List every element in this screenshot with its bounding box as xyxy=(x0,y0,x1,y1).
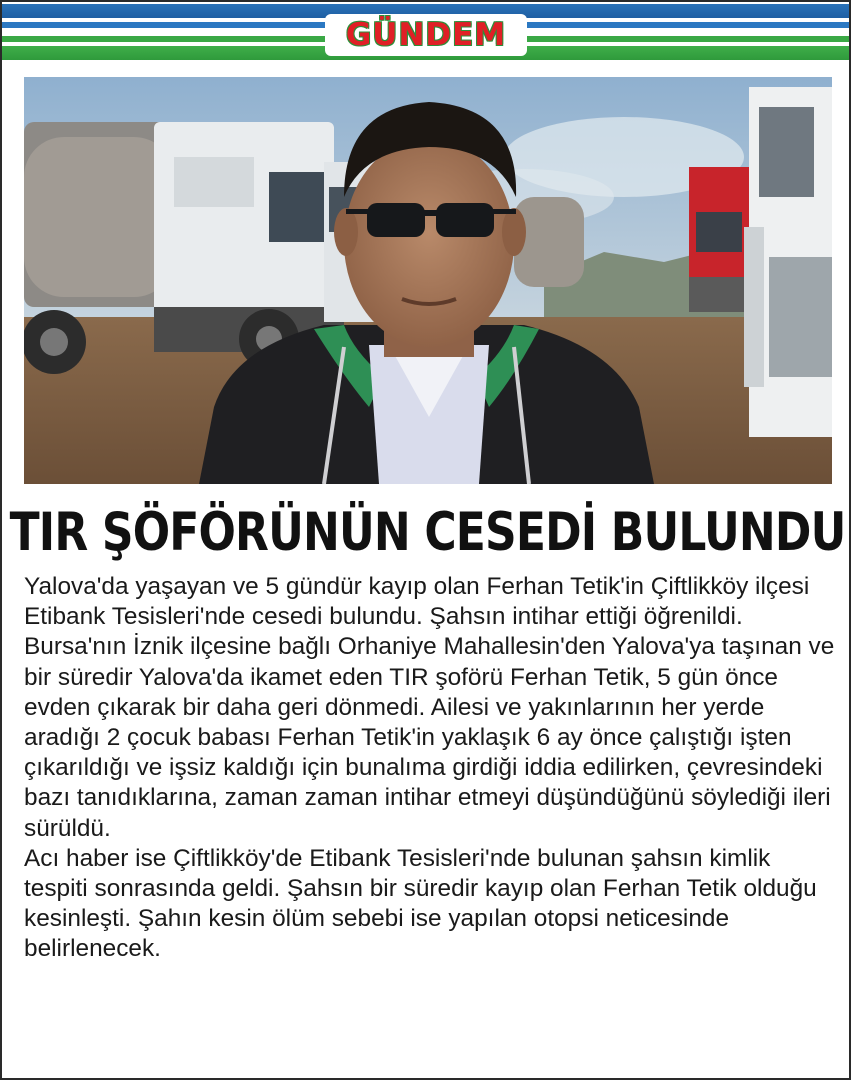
section-label-box xyxy=(325,14,527,56)
section-label: GÜNDEM xyxy=(345,17,507,53)
article-paragraph: Bursa'nın İznik ilçesine bağlı Orhaniye Mahallesin'den Yalova'ya taşınan ve bir süredir Yalova'da ikamet eden TIR şoförü Ferhan Tetik, 5 gün önce evden çıkarak bir daha geri dönmedi. Ailesi ve yakınlarının her yerde aradığı 2 çocuk babası Ferhan Tetik'in yaklaşık 6 ay önce çalıştığı işten çıkarıldığı ve işsiz kaldığı için bunalıma girdiği iddia edilirken, çevresindeki bazı tanıdıklarına, zaman zaman intihar etmeyi düşündüğünü söylediği ileri sürüldü. xyxy=(24,633,835,842)
article-paragraph: Yalova'da yaşayan ve 5 gündür kayıp olan Ferhan Tetik'in Çiftlikköy ilçesi Etibank Tesisleri'nde cesedi bulundu. Şahsın intihar ettiği öğrenildi. xyxy=(24,573,810,631)
photo-illustration xyxy=(24,77,832,484)
article-body xyxy=(24,572,836,965)
news-photo xyxy=(24,77,832,484)
section-header xyxy=(2,2,849,62)
article-paragraph: Acı haber ise Çiftlikköy'de Etibank Tesisleri'nde bulunan şahsın kimlik tespiti sonrasında geldi. Şahsın bir süredir kayıp olan Ferhan Tetik olduğu kesinleşti. Şahın kesin ölüm sebebi ise yapılan otopsi neticesinde belirlenecek. xyxy=(24,844,817,963)
headline-text: TIR ŞÖFÖRÜNÜN CESEDİ BULUNDU xyxy=(10,501,846,563)
article-headline xyxy=(10,494,846,570)
